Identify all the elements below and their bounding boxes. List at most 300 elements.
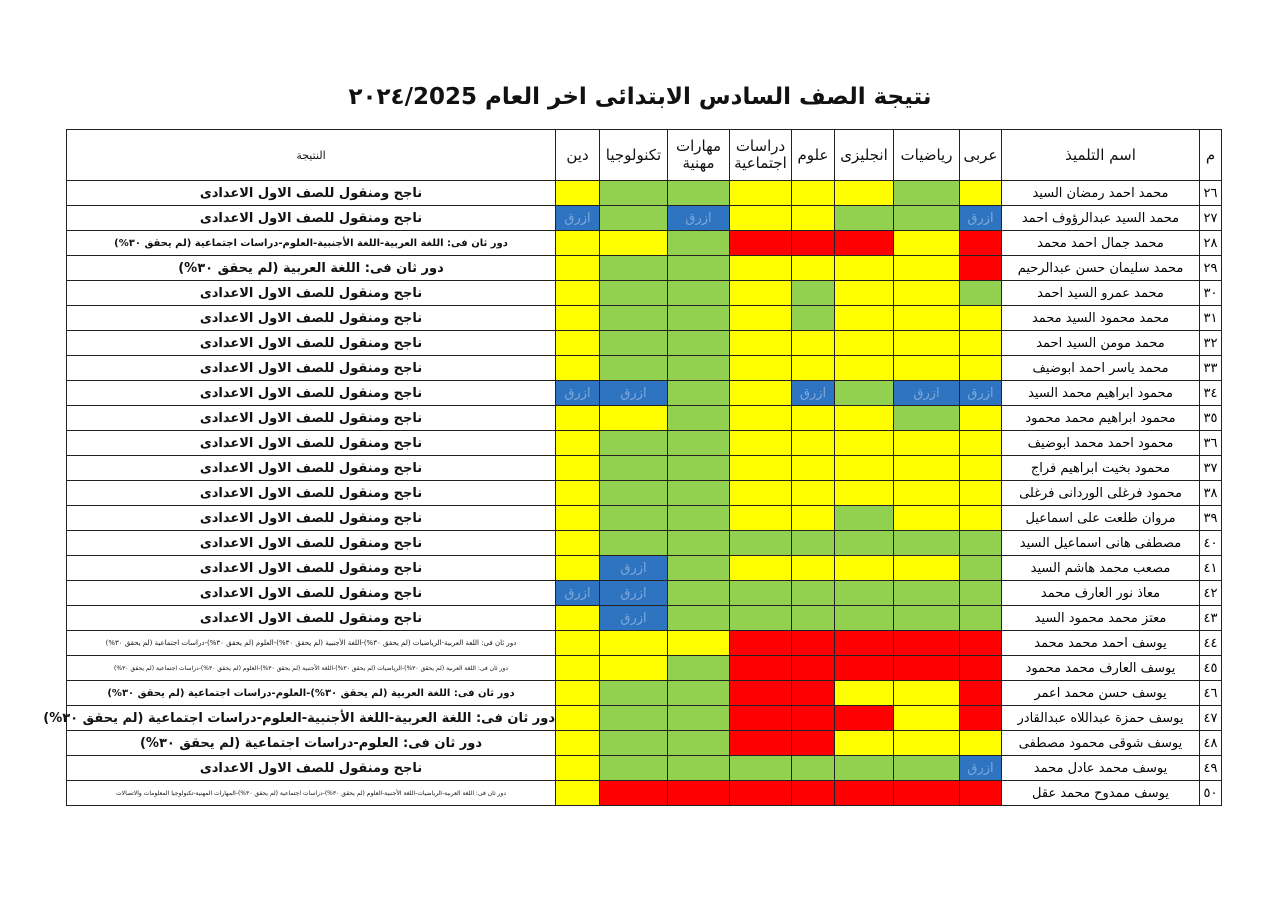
student-name: محمد جمال احمد محمد	[1002, 231, 1200, 256]
result-text: ناجح ومنقول للصف الاول الاعدادى	[67, 481, 556, 506]
result-text: ناجح ومنقول للصف الاول الاعدادى	[67, 756, 556, 781]
result-text: ناجح ومنقول للصف الاول الاعدادى	[67, 381, 556, 406]
grade-cell	[600, 756, 668, 781]
result-text: دور ثان فى: اللغة العربية-الرياضيات-اللغة الأجنبية-العلوم (لم يحقق ٣٠%)-دراسات اجتماعية (لم يحقق ٣٠%)-المهارات المهنية-تكنولوجيا المعلومات والاتصالات	[67, 781, 556, 806]
grade-cell	[730, 606, 792, 631]
grade-cell	[600, 731, 668, 756]
grade-cell	[835, 656, 894, 681]
student-name: محمود فرغلى الوردانى فرغلى	[1002, 481, 1200, 506]
student-name: محمود احمد محمد ابوضيف	[1002, 431, 1200, 456]
header-technology: تكنولوجيا	[600, 130, 668, 181]
grade-cell	[894, 356, 960, 381]
table-row	[67, 506, 1222, 531]
grade-cell	[600, 781, 668, 806]
table-body	[43, 181, 1222, 806]
table-row	[67, 656, 1222, 681]
grade-cell	[556, 606, 600, 631]
grade-cell	[960, 456, 1002, 481]
table-row	[67, 606, 1222, 631]
grade-cell	[730, 356, 792, 381]
result-text: ناجح ومنقول للصف الاول الاعدادى	[67, 406, 556, 431]
grade-cell	[730, 731, 792, 756]
grade-cell: ازرق	[600, 606, 668, 631]
grade-cell	[600, 356, 668, 381]
grade-cell	[894, 181, 960, 206]
grade-cell	[668, 756, 730, 781]
grade-cell	[960, 656, 1002, 681]
header-religion: دين	[556, 130, 600, 181]
grade-cell	[600, 181, 668, 206]
grade-cell	[894, 756, 960, 781]
grade-cell	[792, 731, 835, 756]
grade-cell	[556, 731, 600, 756]
grade-cell	[792, 181, 835, 206]
student-name: محمد السيد عبدالرؤوف احمد	[1002, 206, 1200, 231]
grade-cell	[835, 581, 894, 606]
grade-cell	[730, 256, 792, 281]
grade-cell	[835, 331, 894, 356]
page-title: نتيجة الصف السادس الابتدائى اخر العام ٢٠٢٤/2025	[348, 84, 932, 110]
grade-cell: ازرق	[556, 206, 600, 231]
header-english: انجليزى	[835, 130, 894, 181]
row-number: ٤٤	[1200, 631, 1222, 656]
table-row	[67, 631, 1222, 656]
grade-cell	[894, 481, 960, 506]
grade-cell	[960, 306, 1002, 331]
grade-cell	[792, 431, 835, 456]
result-text: ناجح ومنقول للصف الاول الاعدادى	[67, 581, 556, 606]
grade-cell	[835, 256, 894, 281]
row-number: ٤٢	[1200, 581, 1222, 606]
grade-cell	[894, 531, 960, 556]
row-number: ٤٣	[1200, 606, 1222, 631]
student-name: يوسف العارف محمد محمود	[1002, 656, 1200, 681]
grade-cell	[960, 281, 1002, 306]
student-name: محمد مومن السيد احمد	[1002, 331, 1200, 356]
grade-cell	[668, 331, 730, 356]
grade-cell	[835, 281, 894, 306]
grade-cell	[894, 581, 960, 606]
grade-cell	[556, 406, 600, 431]
result-text: دور ثان فى: اللغة العربية-اللغة الأجنبية-العلوم-دراسات اجتماعية (لم يحقق ٣٠%)	[67, 706, 556, 731]
grade-cell	[730, 781, 792, 806]
result-text: دور ثان فى: اللغة العربية-الرياضيات (لم يحقق ٣٠%)-اللغة الأجنبية (لم يحقق ٣٠%)-العلوم (لم يحقق ٣٠%)-دراسات اجتماعية (لم يحقق ٣٠%)	[67, 631, 556, 656]
grade-cell	[600, 706, 668, 731]
grade-cell	[730, 431, 792, 456]
grade-cell	[730, 631, 792, 656]
table-row	[67, 256, 1222, 281]
grade-cell	[730, 331, 792, 356]
grade-cell: ازرق	[668, 206, 730, 231]
result-text: ناجح ومنقول للصف الاول الاعدادى	[67, 431, 556, 456]
grade-cell	[960, 781, 1002, 806]
table-row	[67, 306, 1222, 331]
grade-cell	[730, 306, 792, 331]
grade-cell	[668, 381, 730, 406]
grade-cell	[835, 781, 894, 806]
grade-cell: ازرق	[960, 206, 1002, 231]
grade-cell: ازرق	[792, 381, 835, 406]
grade-cell	[960, 356, 1002, 381]
grade-cell	[668, 706, 730, 731]
student-name: يوسف احمد محمد محمد	[1002, 631, 1200, 656]
grade-cell	[668, 656, 730, 681]
grade-cell	[960, 606, 1002, 631]
grade-cell	[730, 756, 792, 781]
table-row	[67, 456, 1222, 481]
result-text: ناجح ومنقول للصف الاول الاعدادى	[67, 306, 556, 331]
grade-cell	[894, 706, 960, 731]
grade-cell	[792, 706, 835, 731]
result-text: ناجح ومنقول للصف الاول الاعدادى	[67, 606, 556, 631]
row-number: ٣٨	[1200, 481, 1222, 506]
student-name: يوسف حمزة عبداللاه عبدالقادر	[1002, 706, 1200, 731]
row-number: ٢٩	[1200, 256, 1222, 281]
grade-cell	[894, 556, 960, 581]
grade-cell	[556, 256, 600, 281]
student-name: محمد محمود السيد محمد	[1002, 306, 1200, 331]
header-arabic: عربى	[960, 130, 1002, 181]
table-row	[67, 206, 1222, 231]
table-row	[67, 406, 1222, 431]
result-text: دور ثان فى: اللغة العربية-اللغة الأجنبية-العلوم-دراسات اجتماعية (لم يحقق ٣٠%)	[67, 231, 556, 256]
result-text: دور ثان فى: العلوم-دراسات اجتماعية (لم يحقق ٣٠%)	[67, 731, 556, 756]
grade-cell	[668, 456, 730, 481]
grade-cell	[835, 406, 894, 431]
result-text: ناجح ومنقول للصف الاول الاعدادى	[67, 531, 556, 556]
student-name: يوسف محمد عادل محمد	[1002, 756, 1200, 781]
row-number: ٤٠	[1200, 531, 1222, 556]
row-number: ٤٥	[1200, 656, 1222, 681]
grade-cell	[894, 431, 960, 456]
grade-cell	[730, 506, 792, 531]
grade-cell	[792, 331, 835, 356]
grade-cell	[600, 656, 668, 681]
grade-cell	[835, 181, 894, 206]
grade-cell: ازرق	[894, 381, 960, 406]
grade-cell	[668, 231, 730, 256]
grade-cell	[792, 356, 835, 381]
grade-cell	[600, 256, 668, 281]
grade-cell	[730, 281, 792, 306]
table-row	[67, 581, 1222, 606]
grade-cell	[792, 581, 835, 606]
grade-cell	[668, 406, 730, 431]
student-name: مصطفى هانى اسماعيل السيد	[1002, 531, 1200, 556]
grade-cell	[835, 431, 894, 456]
header-result: النتيجة	[67, 130, 556, 181]
grade-cell	[668, 631, 730, 656]
grade-cell	[894, 656, 960, 681]
grade-cell	[668, 256, 730, 281]
grade-cell	[668, 606, 730, 631]
grade-cell	[960, 706, 1002, 731]
grade-cell	[556, 656, 600, 681]
grade-cell	[835, 306, 894, 331]
grade-cell	[600, 431, 668, 456]
table-row	[67, 781, 1222, 806]
header-vocational-skills: مهارات مهنية	[668, 130, 730, 181]
result-text: ناجح ومنقول للصف الاول الاعدادى	[67, 281, 556, 306]
grade-cell	[668, 731, 730, 756]
table-row	[67, 531, 1222, 556]
grade-cell	[792, 206, 835, 231]
grade-cell	[792, 681, 835, 706]
grade-cell	[894, 631, 960, 656]
row-number: ٣٩	[1200, 506, 1222, 531]
grade-cell	[556, 331, 600, 356]
grade-cell	[894, 681, 960, 706]
grade-cell	[600, 206, 668, 231]
grade-cell	[960, 231, 1002, 256]
row-number: ٤٨	[1200, 731, 1222, 756]
grade-cell	[792, 656, 835, 681]
grade-cell	[556, 506, 600, 531]
grade-cell	[730, 556, 792, 581]
grade-cell	[835, 506, 894, 531]
grade-cell	[668, 556, 730, 581]
grade-cell	[792, 606, 835, 631]
table-row	[67, 681, 1222, 706]
result-text: ناجح ومنقول للصف الاول الاعدادى	[67, 456, 556, 481]
grade-cell	[960, 481, 1002, 506]
grade-cell	[894, 606, 960, 631]
table-row	[67, 431, 1222, 456]
student-name: محمد سليمان حسن عبدالرحيم	[1002, 256, 1200, 281]
row-number: ٣٥	[1200, 406, 1222, 431]
grade-cell	[600, 406, 668, 431]
result-text: ناجح ومنقول للصف الاول الاعدادى	[67, 356, 556, 381]
result-text: دور ثان فى: اللغة العربية (لم يحقق ٣٠%)-الرياضيات (لم يحقق ٣٠%)-اللغة الأجنبية (لم يحقق ٣٠%)-العلوم (لم يحقق ٣٠%)-دراسات اجتماعية (لم يحقق ٣٠%)	[67, 656, 556, 681]
grade-cell	[792, 631, 835, 656]
grade-cell	[600, 231, 668, 256]
grade-cell	[835, 681, 894, 706]
grade-cell	[835, 706, 894, 731]
grade-cell	[792, 756, 835, 781]
grade-cell	[792, 406, 835, 431]
grade-cell	[894, 456, 960, 481]
grade-cell: ازرق	[556, 381, 600, 406]
header-row	[67, 130, 1222, 181]
grade-cell	[668, 531, 730, 556]
grade-cell	[668, 506, 730, 531]
grade-cell: ازرق	[600, 581, 668, 606]
row-number: ٣٦	[1200, 431, 1222, 456]
grade-cell	[960, 506, 1002, 531]
grade-cell	[960, 256, 1002, 281]
grade-cell	[835, 456, 894, 481]
grade-cell	[556, 456, 600, 481]
grade-cell	[835, 606, 894, 631]
student-name: محمود ابراهيم محمد محمود	[1002, 406, 1200, 431]
grade-cell	[600, 306, 668, 331]
student-name: يوسف ممدوح محمد عقل	[1002, 781, 1200, 806]
row-number: ٣٣	[1200, 356, 1222, 381]
grade-cell	[556, 306, 600, 331]
grade-cell	[894, 506, 960, 531]
grade-cell	[960, 556, 1002, 581]
grade-cell	[730, 581, 792, 606]
grade-cell	[730, 706, 792, 731]
grade-cell	[556, 681, 600, 706]
grade-cell: ازرق	[960, 756, 1002, 781]
grade-cell	[835, 381, 894, 406]
grade-cell	[792, 281, 835, 306]
grade-cell	[668, 481, 730, 506]
grade-cell	[894, 281, 960, 306]
table-row	[67, 381, 1222, 406]
grade-cell	[835, 631, 894, 656]
grade-cell	[730, 656, 792, 681]
grade-cell	[730, 381, 792, 406]
grade-cell	[894, 206, 960, 231]
grade-cell	[960, 731, 1002, 756]
grade-cell	[960, 581, 1002, 606]
grade-cell	[556, 431, 600, 456]
grade-cell	[792, 506, 835, 531]
grade-cell	[960, 331, 1002, 356]
grade-cell	[894, 256, 960, 281]
result-text: ناجح ومنقول للصف الاول الاعدادى	[67, 556, 556, 581]
grade-cell	[668, 431, 730, 456]
grade-cell	[792, 231, 835, 256]
grade-cell: ازرق	[556, 581, 600, 606]
grade-cell	[835, 531, 894, 556]
table-row	[67, 556, 1222, 581]
grade-cell	[556, 756, 600, 781]
grade-cell	[600, 331, 668, 356]
grade-cell	[600, 531, 668, 556]
result-text: دور ثان فى: اللغة العربية (لم يحقق ٣٠%)-العلوم-دراسات اجتماعية (لم يحقق ٣٠%)	[67, 681, 556, 706]
table-row	[67, 756, 1222, 781]
student-name: محمد ياسر احمد ابوضيف	[1002, 356, 1200, 381]
grade-cell	[835, 206, 894, 231]
header-science: علوم	[792, 130, 835, 181]
table-row	[67, 231, 1222, 256]
grade-cell	[835, 756, 894, 781]
grade-cell	[668, 356, 730, 381]
grade-cell	[894, 331, 960, 356]
grade-cell	[668, 281, 730, 306]
grade-cell	[792, 306, 835, 331]
row-number: ٣٠	[1200, 281, 1222, 306]
grade-cell: ازرق	[600, 556, 668, 581]
grade-cell	[835, 356, 894, 381]
row-number: ٢٧	[1200, 206, 1222, 231]
table-row	[67, 731, 1222, 756]
grade-cell	[600, 481, 668, 506]
grade-cell	[556, 231, 600, 256]
grade-cell	[894, 781, 960, 806]
table-row	[67, 481, 1222, 506]
grade-cell	[668, 306, 730, 331]
row-number: ٤٧	[1200, 706, 1222, 731]
table-row	[67, 706, 1222, 731]
grade-cell	[668, 181, 730, 206]
table-row	[67, 356, 1222, 381]
row-number: ٣٤	[1200, 381, 1222, 406]
student-name: محمد احمد رمضان السيد	[1002, 181, 1200, 206]
result-text: دور ثان فى: اللغة العربية (لم يحقق ٣٠%)	[67, 256, 556, 281]
grade-cell	[960, 681, 1002, 706]
grade-cell	[792, 481, 835, 506]
grade-cell	[792, 531, 835, 556]
row-number: ٣٧	[1200, 456, 1222, 481]
grade-cell	[668, 781, 730, 806]
grade-cell	[600, 631, 668, 656]
grade-cell	[556, 281, 600, 306]
grade-cell	[960, 531, 1002, 556]
student-name: يوسف حسن محمد اعمر	[1002, 681, 1200, 706]
grade-cell	[556, 181, 600, 206]
grade-cell	[960, 406, 1002, 431]
table-row	[67, 331, 1222, 356]
student-name: محمود بخيت ابراهيم فراج	[1002, 456, 1200, 481]
table-row	[67, 281, 1222, 306]
student-name: معتز محمد محمود السيد	[1002, 606, 1200, 631]
student-name: يوسف شوقى محمود مصطفى	[1002, 731, 1200, 756]
grade-cell	[730, 406, 792, 431]
grade-cell	[668, 681, 730, 706]
grade-cell	[835, 481, 894, 506]
row-number: ٤٩	[1200, 756, 1222, 781]
grade-cell	[894, 406, 960, 431]
result-text: ناجح ومنقول للصف الاول الاعدادى	[67, 206, 556, 231]
results-table	[43, 129, 1222, 806]
grade-cell	[600, 456, 668, 481]
header-name: اسم التلميذ	[1002, 130, 1200, 181]
row-number: ٢٨	[1200, 231, 1222, 256]
result-text: ناجح ومنقول للصف الاول الاعدادى	[67, 331, 556, 356]
grade-cell	[894, 231, 960, 256]
grade-cell	[730, 681, 792, 706]
grade-cell	[600, 681, 668, 706]
header-math: رياضيات	[894, 130, 960, 181]
grade-cell	[556, 631, 600, 656]
grade-cell	[600, 506, 668, 531]
header-social-studies: دراسات اجتماعية	[730, 130, 792, 181]
grade-cell	[730, 481, 792, 506]
result-text: ناجح ومنقول للصف الاول الاعدادى	[67, 506, 556, 531]
grade-cell	[960, 431, 1002, 456]
header-num: م	[1200, 130, 1222, 181]
grade-cell	[556, 481, 600, 506]
grade-cell	[792, 556, 835, 581]
row-number: ٣٢	[1200, 331, 1222, 356]
grade-cell	[556, 706, 600, 731]
grade-cell	[556, 556, 600, 581]
row-number: ٣١	[1200, 306, 1222, 331]
grade-cell	[835, 731, 894, 756]
grade-cell	[792, 781, 835, 806]
grade-cell	[730, 181, 792, 206]
grade-cell	[792, 456, 835, 481]
grade-cell	[835, 556, 894, 581]
grade-cell	[730, 456, 792, 481]
grade-cell	[556, 356, 600, 381]
grade-cell	[792, 256, 835, 281]
grade-cell	[556, 781, 600, 806]
table-row	[67, 181, 1222, 206]
grade-cell	[894, 306, 960, 331]
grade-cell	[556, 531, 600, 556]
grade-cell	[730, 206, 792, 231]
row-number: ٤١	[1200, 556, 1222, 581]
grade-cell	[960, 631, 1002, 656]
student-name: معاذ نور العارف محمد	[1002, 581, 1200, 606]
grade-cell	[835, 231, 894, 256]
student-name: محمد عمرو السيد احمد	[1002, 281, 1200, 306]
